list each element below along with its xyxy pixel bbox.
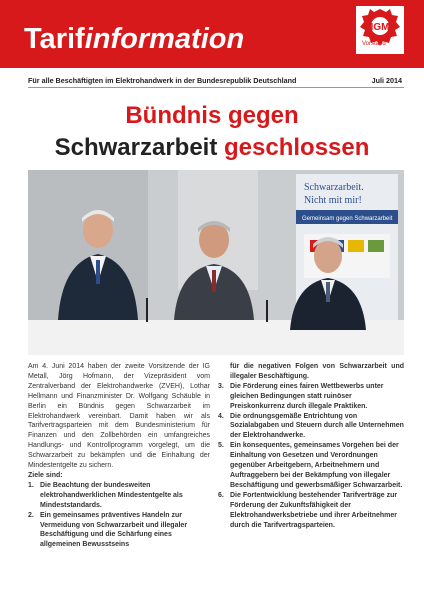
list-item-number: 3. [218,382,224,390]
list-item [28,481,210,511]
logo-label: Vorstand [362,41,386,47]
headline-line-2 [0,134,424,162]
svg-text:IGM: IGM [370,22,390,33]
photo-illustration [28,170,404,355]
list-item-number: 1. [28,481,34,489]
list-item [218,441,404,491]
list-item [218,382,404,412]
article-column-right [218,362,404,530]
article-column-left [28,362,210,550]
goals-list-left [28,481,210,550]
press-photo [28,170,404,355]
list-item-text: Die Fortentwicklung bestehender Tarifverträge zur Förderung der Zukunftsfähigkeit der Elektrohandwerksbetriebe und ihrer Arbeitnehmer durch die Tarifvertragsparteien. [230,491,398,529]
issue-date: Juli 2014 [371,76,402,85]
audience-line: Für alle Beschäftigten im Elektrohandwerk in der Bundesrepublik Deutschland [28,76,297,85]
title-part-information: information [84,23,245,55]
goal-2-continued: für die negativen Folgen von Schwarzarbeit und illegaler Beschäftigung. [230,363,404,380]
list-item-text: Die Förderung eines fairen Wettbewerbs unter gleichen Bedingungen statt ruinöser Preiskonkurrenz durch illegale Praktiken. [230,382,384,410]
list-item-number: 5. [218,442,224,450]
publication-title [24,22,244,56]
headline-word-geschlossen: geschlossen [224,134,370,161]
list-item-number: 4. [218,412,224,420]
list-item [218,412,404,442]
poster-line-2: Nicht mit mir! [304,195,362,206]
title-part-tarif: Tarif [24,23,85,55]
poster-banner-text: Gemeinsam gegen Schwarzarbeit [302,216,393,222]
list-item-text: Die Beachtung der bundesweiten elektrohandwerklichen Mindestentgelte als Mindeststandards. [40,481,183,509]
article-intro: Am 4. Juni 2014 haben der zweite Vorsitzende der IG Metall, Jörg Hofmann, der Vizepräsident vom Zentralverband der Elektrohandwerke (ZVEH), Lothar Hellmann und Finanzminister Dr. Wolfgang Schäuble in Berlin ein Bündnis gegen Schwarzarbeit im Elektrohandwerk vereinbart. Damit haben wir als Tarifvertragsparteien mit dem Bundesministerium für Finanzen und den Zollbehörden ein umfangreiches Handlungs- und Kontrollprogramm vorgelegt, um die Schwarzarbeit zu bekämpfen und die Einhaltung der Mindestentgelte zu sichern. [28,363,210,470]
list-item-text: Ein konsequentes, gemeinsames Vorgehen bei der Einhaltung von Gesetzen und Verordnungen gegenüber Arbeitgebern, Arbeitnehmern und Auftraggebern bei der Bekämpfung von illegaler Beschäftigung und gewerbsmäßiger Schwarzarbeit. [230,442,403,489]
list-item-number: 2. [28,511,34,519]
goals-label: Ziele sind: [28,471,63,479]
headline-line-1: Bündnis gegen [125,102,299,129]
list-item-text: Ein gemeinsames präventives Handeln zur Vermeidung von Schwarzarbeit und illegaler Beschäftigung und die Schärfung eines allgemeinen Bewusstseins [40,511,188,549]
list-item-number: 6. [218,491,224,499]
headline-word-schwarzarbeit: Schwarzarbeit [54,134,218,161]
poster-line-1: Schwarzarbeit. [304,182,364,193]
list-item [218,491,404,531]
goals-list-right [218,382,404,531]
list-item [28,511,210,551]
list-item-text: Die ordnungsgemäße Entrichtung von Sozialabgaben und Steuern durch alle Unternehmen der Elektrohandwerke. [230,412,404,440]
header-rule [28,87,404,88]
